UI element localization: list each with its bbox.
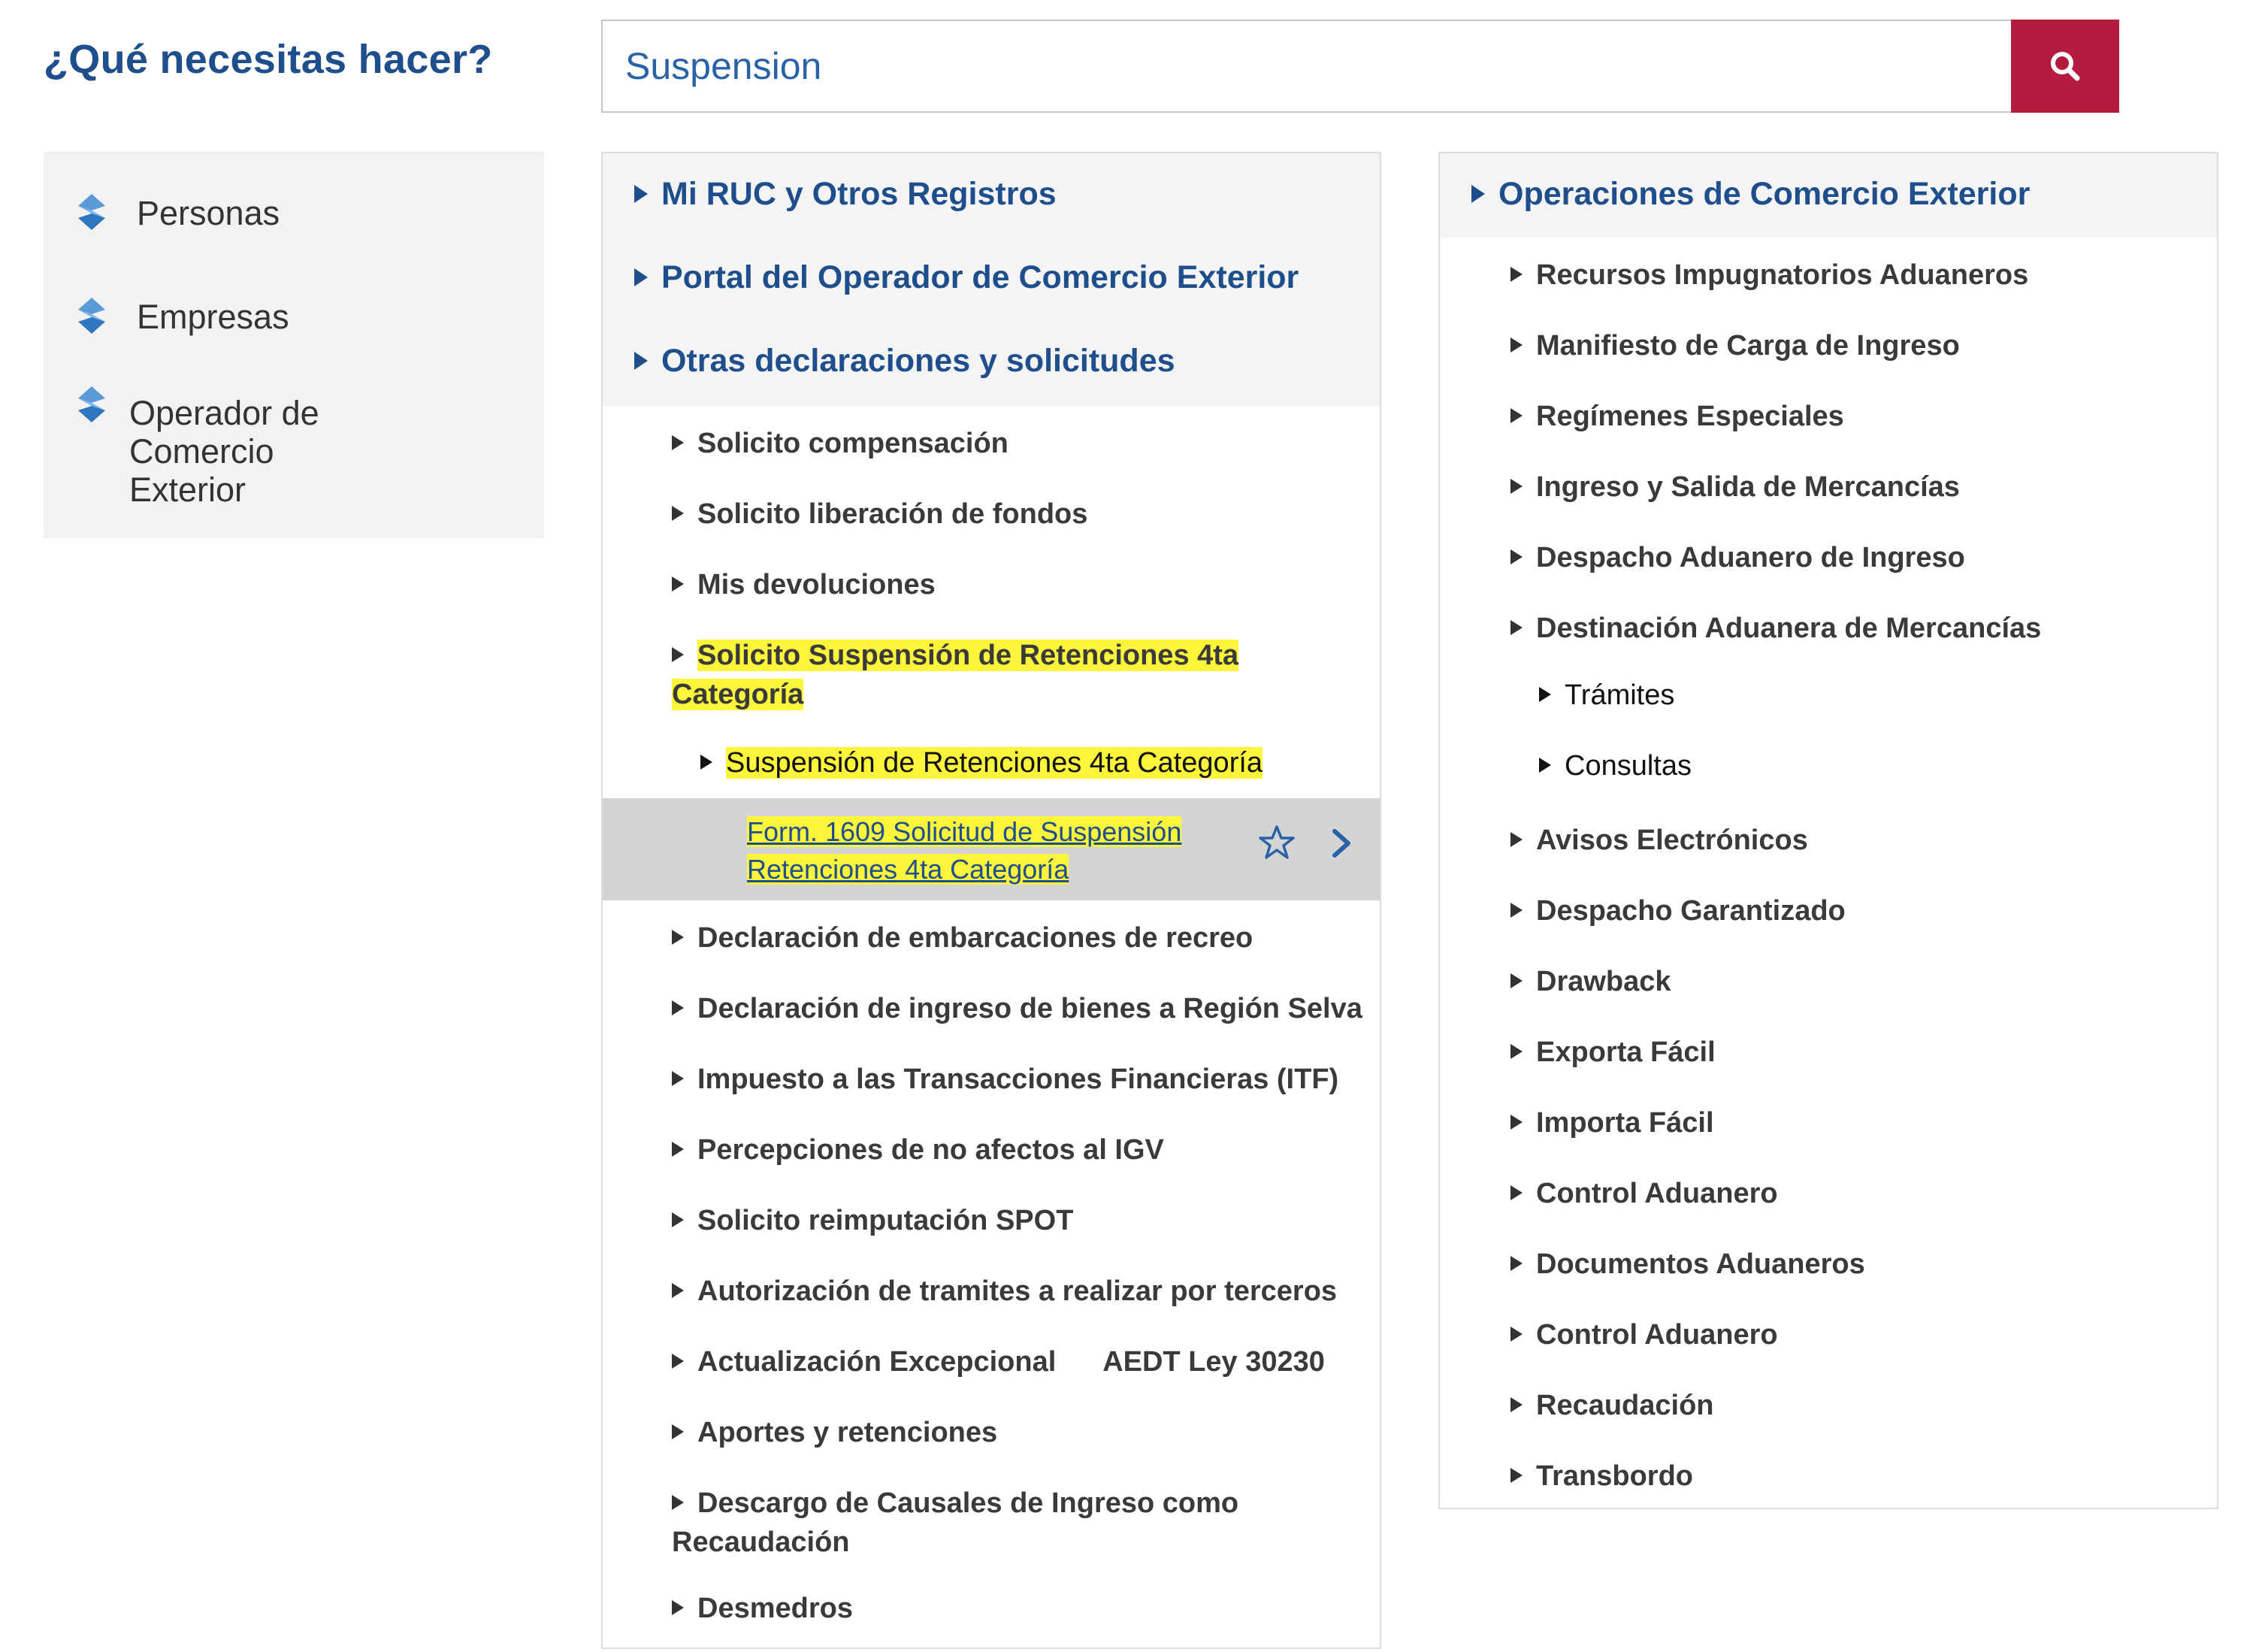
expand-arrow-icon [1510, 1468, 1523, 1483]
expand-arrow-icon [672, 1354, 684, 1369]
menu-item-label: Regímenes Especiales [1536, 401, 1844, 432]
menu-item-label: Control Aduanero [1536, 1178, 1778, 1209]
expand-arrow-icon [1510, 973, 1523, 988]
menu-item-label: Descargo de Causales de Ingreso como [697, 1487, 1239, 1519]
expand-arrow-icon [1510, 1185, 1523, 1200]
menu-item-label: Recaudación [672, 1526, 850, 1558]
menu-item-label: Despacho Aduanero de Ingreso [1536, 542, 1965, 573]
expand-arrow-icon [1510, 620, 1523, 635]
expand-arrow-icon [1539, 687, 1551, 702]
menu-section-label: Operaciones de Comercio Exterior [1498, 176, 2031, 212]
sunat-logo-icon [71, 295, 113, 337]
menu-item-embarcaciones-recreo[interactable] [672, 918, 1253, 958]
menu-section-portal-operador[interactable] [634, 259, 1299, 296]
expand-arrow-icon [634, 185, 648, 203]
menu-item-despacho-aduanero-ingreso[interactable] [1510, 538, 1965, 577]
menu-item-descargo-causales[interactable] [672, 1484, 1238, 1562]
expand-arrow-icon [634, 268, 648, 286]
expand-arrow-icon [1510, 479, 1523, 494]
category-personas[interactable] [44, 182, 544, 242]
menu-item-recursos-impugnatorios[interactable] [1510, 256, 2028, 295]
expand-arrow-icon [672, 1071, 684, 1086]
expand-arrow-icon [1510, 1044, 1523, 1059]
menu-item-label: Declaración de embarcaciones de recreo [697, 922, 1253, 954]
menu-item-destinacion-aduanera[interactable] [1510, 609, 2041, 648]
menu-item-label: Aportes y retenciones [697, 1417, 998, 1448]
menu-item-label: Desmedros [697, 1593, 853, 1624]
expand-arrow-icon [1539, 758, 1551, 773]
menu-section-label: Mi RUC y Otros Registros [661, 176, 1057, 212]
expand-arrow-icon [672, 1142, 684, 1157]
menu-item-itf[interactable] [672, 1060, 1338, 1099]
menu-item-liberacion-fondos[interactable] [672, 495, 1087, 534]
expand-arrow-icon [672, 506, 684, 521]
menu-item-label: Mis devoluciones [697, 569, 936, 601]
menu-item-aportes-retenciones[interactable] [672, 1413, 997, 1452]
expand-arrow-icon [1510, 267, 1523, 282]
expand-arrow-icon [1510, 832, 1523, 847]
menu-subitem-suspension-retenciones[interactable] [700, 747, 1263, 779]
expand-arrow-icon [672, 1212, 684, 1227]
menu-subitem-tramites[interactable] [1539, 679, 1674, 712]
menu-item-percepciones-igv[interactable] [672, 1130, 1164, 1169]
menu-item-control-aduanero[interactable] [1510, 1174, 1778, 1213]
expand-arrow-icon [1510, 1256, 1523, 1271]
menu-section-mi-ruc[interactable] [634, 176, 1057, 213]
expand-arrow-icon [634, 352, 648, 370]
expand-arrow-icon [672, 1000, 684, 1015]
menu-item-label: Solicito liberación de fondos [697, 498, 1088, 530]
expand-arrow-icon [1510, 1397, 1523, 1412]
menu-item-label: Avisos Electrónicos [1536, 824, 1808, 856]
menu-item-despacho-garantizado[interactable] [1510, 891, 1846, 930]
menu-item-solicito-suspension[interactable] [672, 636, 1238, 714]
menu-item-desmedros[interactable] [672, 1589, 853, 1628]
menu-subitem-label: Trámites [1565, 679, 1675, 711]
right-menu-panel [1438, 152, 2218, 1509]
favorite-star-icon[interactable] [1258, 824, 1296, 861]
expand-arrow-icon [672, 647, 684, 662]
menu-item-control-aduanero-2[interactable] [1510, 1315, 1778, 1354]
search-input[interactable] [603, 21, 2000, 111]
expand-arrow-icon [1510, 1327, 1523, 1342]
category-panel [44, 152, 544, 538]
menu-item-label: Percepciones de no afectos al IGV [697, 1134, 1164, 1166]
menu-item-label: Destinación Aduanera de Mercancías [1536, 613, 2042, 644]
expand-arrow-icon [672, 1283, 684, 1298]
expand-arrow-icon [672, 1424, 684, 1439]
menu-item-label: Documentos Aduaneros [1536, 1248, 1865, 1280]
form-1609-link[interactable] [747, 813, 1198, 888]
menu-item-exporta-facil[interactable] [1510, 1033, 1716, 1072]
menu-item-label: Solicito Suspensión de Retenciones 4ta [697, 640, 1239, 671]
menu-item-transbordo[interactable] [1510, 1457, 1693, 1496]
search-button[interactable] [2011, 20, 2119, 113]
menu-section-label: Otras declaraciones y solicitudes [661, 343, 1175, 379]
menu-item-reimputacion-spot[interactable] [672, 1201, 1073, 1240]
middle-menu-panel [601, 152, 1381, 1649]
menu-item-label: Recaudación [1536, 1390, 1714, 1421]
menu-subitem-label: Consultas [1565, 750, 1692, 782]
menu-item-label: Solicito reimputación SPOT [697, 1205, 1074, 1236]
form-link-line: Retenciones 4ta Categoría [747, 854, 1069, 885]
expand-arrow-icon [672, 576, 684, 592]
menu-subitem-label: Suspensión de Retenciones 4ta Categoría [726, 747, 1263, 779]
menu-item-label: Drawback [1536, 966, 1671, 997]
menu-item-ingreso-salida[interactable] [1510, 467, 1960, 507]
category-empresas[interactable] [44, 286, 544, 346]
menu-item-avisos-electronicos[interactable] [1510, 821, 1808, 860]
sunat-logo-icon [71, 383, 113, 425]
expand-arrow-icon [672, 930, 684, 945]
menu-item-label: Actualización Excepcional AEDT Ley 30230 [697, 1346, 1325, 1378]
expand-arrow-icon [1510, 337, 1523, 352]
menu-item-solicito-compensacion[interactable] [672, 424, 1009, 463]
menu-item-label: Recursos Impugnatorios Aduaneros [1536, 259, 2029, 291]
form-link-line: Form. 1609 Solicitud de Suspensión [747, 816, 1182, 847]
search-bar [601, 20, 2119, 113]
menu-item-label: Manifiesto de Carga de Ingreso [1536, 330, 1960, 362]
menu-section-label: Portal del Operador de Comercio Exterior [661, 259, 1299, 295]
menu-item-regimenes-especiales[interactable] [1510, 397, 1844, 436]
search-icon [2049, 50, 2082, 83]
menu-item-label: Categoría [672, 679, 804, 710]
expand-arrow-icon [1510, 408, 1523, 423]
menu-item-autorizacion-terceros[interactable] [672, 1272, 1337, 1311]
menu-item-region-selva[interactable] [672, 989, 1362, 1028]
menu-item-label: Despacho Garantizado [1536, 895, 1846, 927]
expand-arrow-icon [672, 435, 684, 450]
menu-item-label: Declaración de ingreso de bienes a Región Selva [697, 993, 1362, 1024]
expand-arrow-icon [1510, 1115, 1523, 1130]
category-label: Operador de Comercio Exterior [129, 394, 319, 509]
expand-arrow-icon [672, 1600, 684, 1615]
menu-item-recaudacion[interactable] [1510, 1386, 1714, 1425]
menu-item-drawback[interactable] [1510, 962, 1671, 1001]
menu-section-operaciones-comercio-exterior[interactable] [1471, 176, 2030, 213]
expand-arrow-icon [1510, 903, 1523, 918]
menu-section-otras-declaraciones[interactable] [634, 343, 1175, 380]
form-1609-row[interactable] [603, 798, 1380, 900]
menu-item-label: Exporta Fácil [1536, 1036, 1716, 1068]
menu-item-importa-facil[interactable] [1510, 1103, 1714, 1142]
expand-arrow-icon [1471, 185, 1485, 203]
menu-item-documentos-aduaneros[interactable] [1510, 1245, 1865, 1284]
menu-item-label: Control Aduanero [1536, 1319, 1778, 1351]
sunat-logo-icon [71, 191, 113, 233]
category-label: Empresas [137, 298, 289, 336]
menu-item-manifiesto-carga[interactable] [1510, 326, 1960, 365]
expand-arrow-icon [700, 755, 712, 770]
menu-item-label: Transbordo [1536, 1460, 1694, 1492]
menu-item-label: Autorización de tramites a realizar por terceros [697, 1275, 1338, 1307]
category-operador-comercio-exterior[interactable] [44, 377, 544, 513]
menu-item-label: Ingreso y Salida de Mercancías [1536, 471, 1960, 503]
expand-arrow-icon [1510, 549, 1523, 564]
menu-item-label: Importa Fácil [1536, 1107, 1714, 1139]
chevron-right-icon[interactable] [1329, 827, 1354, 860]
menu-item-mis-devoluciones[interactable] [672, 565, 936, 604]
menu-item-label: Solicito compensación [697, 428, 1009, 459]
page-title: ¿Qué necesitas hacer? [44, 37, 493, 82]
menu-item-actualizacion-excepcional[interactable] [672, 1342, 1325, 1381]
category-label: Personas [137, 194, 280, 232]
menu-subitem-consultas[interactable] [1539, 750, 1692, 782]
expand-arrow-icon [672, 1495, 684, 1510]
menu-item-label: Impuesto a las Transacciones Financieras (ITF) [697, 1064, 1339, 1095]
